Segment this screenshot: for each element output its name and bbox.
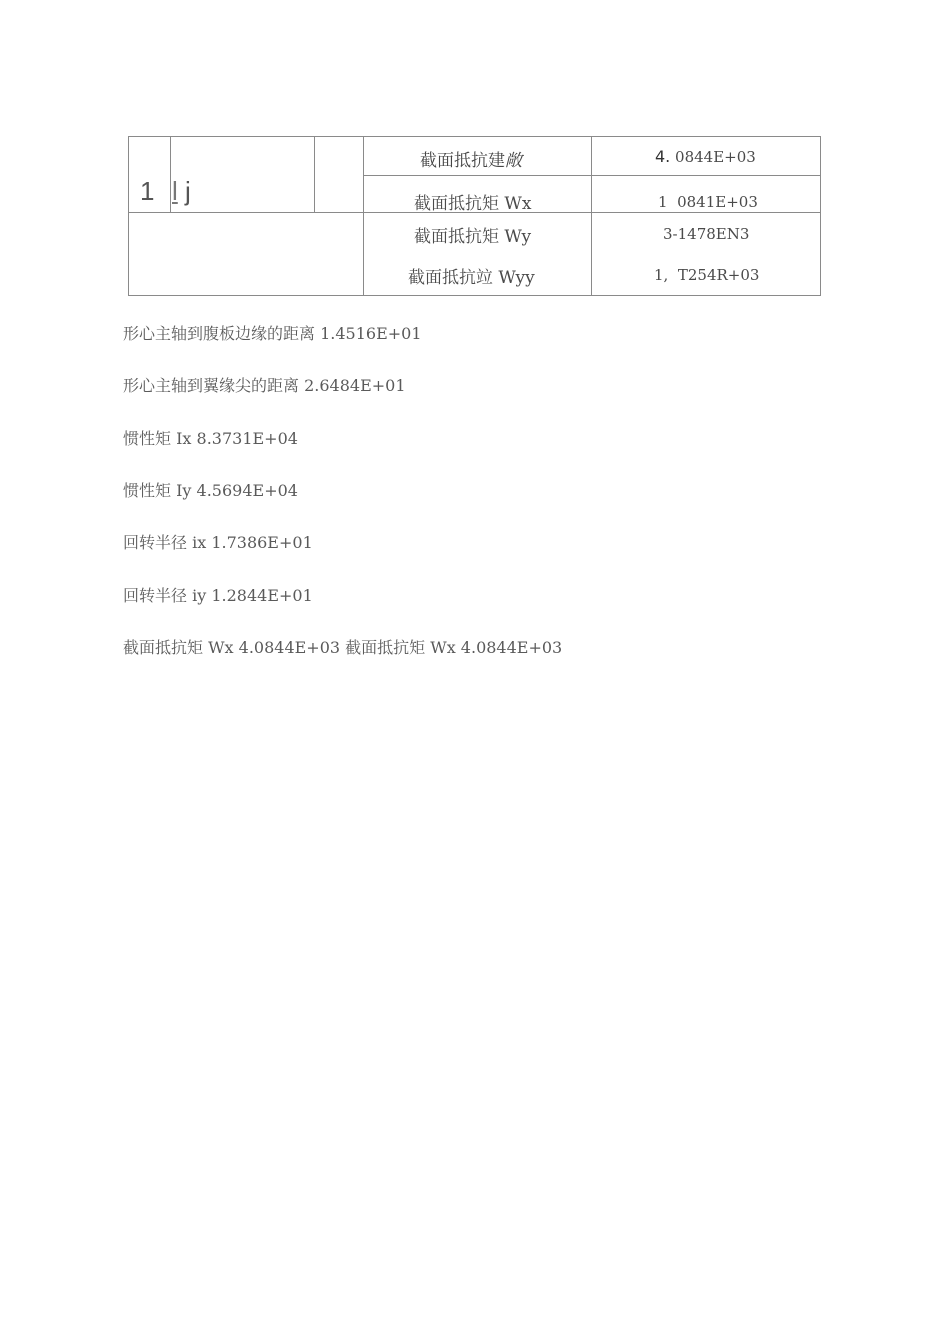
- paragraph-inertia-ix: 惯性矩 Ix 8.3731E+04: [123, 429, 298, 448]
- table-divider-col4: [591, 136, 592, 296]
- table-divider-row1: [363, 175, 821, 176]
- row3-label: 截面抵抗矩 Wy: [414, 227, 532, 247]
- table-border-top: [128, 136, 821, 137]
- row1-value-rest: 0844E+03: [670, 148, 756, 166]
- row4-value: 1, T254R+03: [654, 266, 760, 284]
- row2-value: 1 0841E+03: [658, 193, 758, 211]
- table-border-bottom: [128, 295, 821, 296]
- paragraph-section-modulus: 截面抵抗矩 Wx 4.0844E+03 截面抵抗矩 Wx 4.0844E+03: [123, 638, 563, 657]
- glyph-l: l: [172, 176, 178, 206]
- row1-label: [420, 146, 522, 171]
- paragraph-inertia-iy: 惯性矩 Iy 4.5694E+04: [123, 481, 298, 500]
- row1-value: [655, 147, 756, 166]
- table-divider-col2: [314, 136, 315, 213]
- glyph-j: j: [185, 176, 191, 206]
- table-divider-col1: [170, 136, 171, 213]
- paragraph-radius-ix: 回转半径 ix 1.7386E+01: [123, 533, 313, 552]
- paragraph-web-distance: 形心主轴到腹板边缘的距离 1.4516E+01: [123, 324, 422, 343]
- table-border-right: [820, 136, 821, 296]
- section-properties-table: [128, 136, 821, 296]
- row1-value-lead: 4.: [655, 147, 671, 166]
- row1-label-main: 截面抵抗建: [420, 151, 505, 171]
- row2-label: 截面抵抗矩 Wx: [414, 194, 532, 214]
- row4-label: 截面抵抗竝 Wyy: [408, 268, 535, 288]
- paragraph-radius-iy: 回转半径 iy 1.2844E+01: [123, 586, 313, 605]
- row-number: 1: [140, 176, 155, 206]
- table-border-left: [128, 136, 129, 296]
- row3-value: 3-1478EN3: [663, 225, 750, 243]
- row1-label-tail: 敞: [505, 151, 522, 171]
- table-divider-col3: [363, 136, 364, 296]
- paragraph-flange-distance: 形心主轴到翼缘尖的距离 2.6484E+01: [123, 376, 406, 395]
